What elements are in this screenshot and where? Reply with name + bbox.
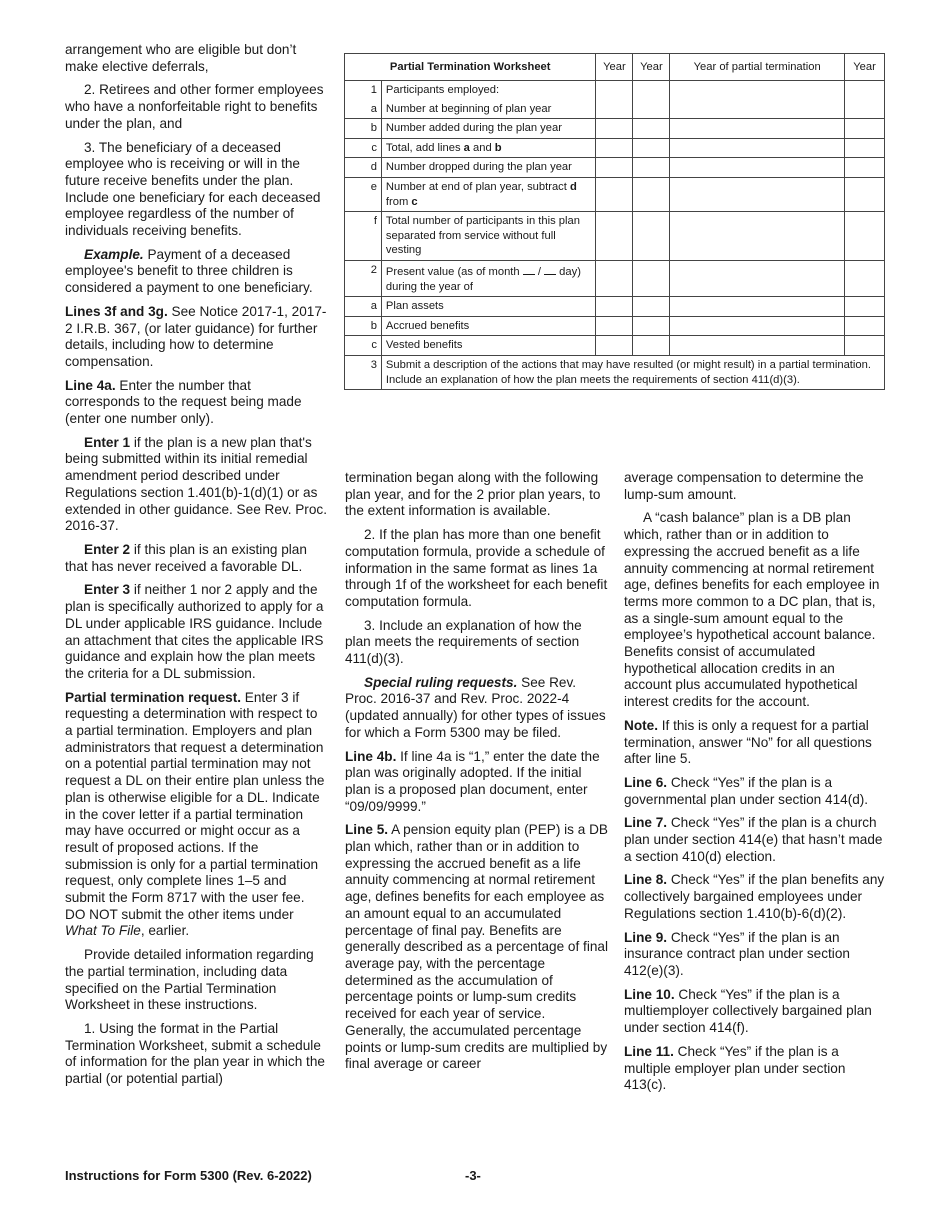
row-label: Accrued benefits [381,316,596,336]
column-header: Year [633,54,670,81]
table-cell [670,177,845,211]
lines-3f-3g-paragraph [65,304,327,371]
table-row [345,260,885,296]
row-number: a [345,100,382,119]
list-item: 2. Retirees and other former employees who have a nonforfeitable right to benefits under the plan, and [65,82,324,131]
table-cell [844,212,884,261]
table-row [345,336,885,356]
table-cell [844,336,884,356]
line-4a-heading: Line 4a. [65,377,116,393]
line-5-text: A pension equity plan (PEP) is a DB plan which, rather than or in addition to expressing the accrued benefit as a life annuity commencing at normal retirement age, defines benefits for each employee as an amount equal to an accumulated percentage of final pay. Benefits are generally described as a percentage of final average pay, with the percentage determined as the accumulation of percentage points or lump-sum credits received for each year of service. Generally, the accumulated percentage points or lump-sum credits are multiplied by final average or career [345,822,608,1072]
row-label [381,177,596,211]
special-ruling-paragraph [345,675,608,742]
row-number: c [345,336,382,356]
table-row [345,316,885,336]
line-ref: d [570,180,577,193]
table-cell [844,81,884,119]
table-cell [633,336,670,356]
table-cell [633,297,670,317]
list-item: 3. Include an explanation of how the plan meets the requirements of section 411(d)(3). [345,617,582,667]
line-ref: c [411,195,418,208]
line-8-paragraph [624,872,886,922]
row-label: Plan assets [381,297,596,317]
table-cell [633,177,670,211]
line-9-paragraph [624,930,886,980]
partial-termination-text: Enter 3 if requesting a determination with respect to a partial termination. Employers and plan administrators that request a determination on a potential partial termination may not request a DL on their entire plan unless the plan is otherwise eligible for a DL. Indicate in the cover letter if a partial termination may have occurred or might occur as a result of proposed actions. If the submission is only for a partial termination request, only complete lines 1–5 and submit the Form 8717 with the user fee. DO NOT submit the other items under [65,689,325,922]
line-11-paragraph [624,1044,886,1094]
table-cell [596,138,633,158]
row-label: Participants employed: [381,81,596,100]
row-label: Vested benefits [381,336,596,356]
table-row [345,177,885,211]
row-number: e [345,177,382,211]
table-row [345,119,885,139]
line-11-text: Check “Yes” if the plan is a multiple employer plan under section 413(c). [624,1043,846,1093]
enter-1-paragraph [65,435,327,535]
table-cell [596,297,633,317]
table-cell [670,138,845,158]
line-4a-paragraph [65,378,327,428]
line-7-paragraph [624,815,886,865]
row-number: a [345,297,382,317]
table-cell [844,316,884,336]
line-10-heading: Line 10. [624,986,675,1002]
line-5-paragraph [345,822,608,1073]
table-row [345,212,885,261]
footer-form-title: Instructions for Form 5300 (Rev. 6-2022) [65,1168,312,1183]
table-cell [633,212,670,261]
row-label: Submit a description of the actions that may have resulted (or might result) in a partial termination. Include an explanation of how the plan meets the requirements of section 411(d)(3). [381,355,884,389]
label-text: and [469,141,495,154]
blank-line [544,263,556,275]
table-row [345,355,885,389]
row-number: 1 [345,81,382,100]
row-label: Total number of participants in this plan separated from service without full vesting [381,212,596,261]
line-7-text: Check “Yes” if the plan is a church plan under section 414(e) that hasn’t made a section 410(d) election. [624,815,883,864]
row-label: Number dropped during the plan year [381,158,596,178]
table-cell [844,260,884,296]
worksheet-header-row [345,54,885,81]
partial-termination-paragraph [65,690,327,941]
column-middle [345,470,608,1080]
row-number: c [345,138,382,158]
enter-2-heading: Enter 2 [84,541,131,557]
line-4b-paragraph [345,749,608,816]
enter-3-heading: Enter 3 [84,582,131,598]
special-ruling-heading: Special ruling requests. [364,674,518,690]
note-heading: Note. [624,717,658,733]
line-9-text: Check “Yes” if the plan is an insurance contract plan under section 412(e)(3). [624,929,850,978]
lines-3f-heading: Lines 3f and 3g. [65,303,168,319]
line-10-text: Check “Yes” if the plan is a multiemployer collectively bargained plan under section 414(f). [624,986,872,1036]
table-cell [596,119,633,139]
label-text: during the year of [385,280,473,293]
enter-3-paragraph [65,582,327,682]
list-item: 2. If the plan has more than one benefit computation formula, provide a schedule of information in the same format as lines 1a through 1f of the worksheet for each benefit computation formula. [345,527,608,609]
paragraph: Provide detailed information regarding the partial termination, including data specified on the Partial Termination Worksheet in these instructions. [65,947,314,1013]
list-item: 1. Using the format in the Partial Termination Worksheet, submit a schedule of information for the plan year in which the partial (or potential partial) [65,1020,325,1087]
label-text: Present value (as of month [385,265,523,278]
column-header: Year [844,54,884,81]
line-4b-text: If line 4a is “1,” enter the date the plan was originally adopted. If the initial plan is a proposed plan document, enter “09/09/9999.” [345,748,600,814]
table-cell [844,119,884,139]
row-label: Number added during the plan year [381,119,596,139]
table-cell [596,177,633,211]
label-text: / [534,265,545,278]
paragraph: A “cash balance” plan is a DB plan which, rather than or in addition to expressing the accrued benefit as a life annuity commencing at normal retirement age, defines benefits for each employee in terms more common to a DC plan, that is, as a single-sum amount equal to the employee’s hypothetical account balance. Benefits consist of accumulated hypothetical allocation credits in an account plus accumulated hypothetical interest credits for the account. [624,510,880,710]
column-header: Year [596,54,633,81]
enter-3-text: if neither 1 nor 2 apply and the plan is specifically authorized to apply for a DL under applicable IRS guidance. Include an attachment that cites the applicable IRS guidance and explain how the plan meets the criteria for a DL submission. [65,582,324,681]
line-ref: a [463,141,470,154]
line-9-heading: Line 9. [624,929,668,945]
table-cell [844,177,884,211]
table-cell [596,212,633,261]
line-6-heading: Line 6. [624,774,668,790]
table-cell [633,316,670,336]
paragraph: arrangement who are eligible but don’t make elective deferrals, [65,42,297,74]
table-cell [633,138,670,158]
column-header: Year of partial termination [670,54,845,81]
table-cell [844,297,884,317]
line-8-text: Check “Yes” if the plan benefits any collectively bargained employees under Regulations section 1.410(b)-6(d)(2). [624,872,885,921]
table-cell [596,81,633,119]
row-number: b [345,119,382,139]
table-cell [670,119,845,139]
column-right [624,470,886,1101]
table-cell [670,260,845,296]
table-cell [670,81,845,119]
column-left [65,42,327,1095]
line-4b-heading: Line 4b. [345,748,397,764]
table-cell [596,260,633,296]
row-number: d [345,158,382,178]
row-label [381,260,596,296]
row-label [381,138,596,158]
what-to-file-ref: What To File [65,923,141,939]
label-text: day) [556,265,581,278]
note-paragraph [624,718,886,768]
line-8-heading: Line 8. [624,872,668,888]
table-cell [844,158,884,178]
table-row [345,158,885,178]
page-number: -3- [465,1168,481,1183]
table-cell [633,119,670,139]
table-cell [633,158,670,178]
label-text: Total, add lines [385,141,464,154]
line-5-heading: Line 5. [345,822,389,838]
note-text: If this is only a request for a partial termination, answer “No” for all questions after line 5. [624,717,872,767]
table-row [345,297,885,317]
line-10-paragraph [624,987,886,1037]
blank-line [523,263,535,275]
special-ruling-text: See Rev. Proc. 2016-37 and Rev. Proc. 2022-4 (updated annually) for other types of issues for which a Form 5300 may be filed. [345,674,606,740]
row-number: f [345,212,382,261]
example-heading: Example. [84,246,144,262]
table-cell [670,336,845,356]
table-cell [670,212,845,261]
partial-termination-end: , earlier. [140,923,190,939]
line-ref: b [494,141,502,154]
label-text: from [385,195,412,208]
enter-2-text: if this plan is an existing plan that has never received a favorable DL. [65,541,307,574]
table-cell [670,297,845,317]
table-row [345,81,885,100]
line-6-text: Check “Yes” if the plan is a governmental plan under section 414(d). [624,774,869,807]
line-4a-text: Enter the number that corresponds to the request being made (enter one number only). [65,377,302,427]
table-cell [670,158,845,178]
table-cell [633,260,670,296]
example-paragraph [65,247,327,297]
table-cell [596,316,633,336]
row-number: 2 [345,260,382,296]
paragraph: termination began along with the following plan year, and for the 2 prior plan years, to the extent information is available. [345,470,601,519]
table-cell [596,158,633,178]
line-6-paragraph [624,775,886,808]
partial-termination-heading: Partial termination request. [65,689,242,705]
label-text: Number at end of plan year, subtract [385,180,570,193]
table-row [345,138,885,158]
list-item: 3. The beneficiary of a deceased employee who is receiving or will in the future receive benefits under the plan. Include one beneficiary for each deceased employee regardless of the number of individuals receiving benefits. [65,139,321,239]
row-number: 3 [345,355,382,389]
row-number: b [345,316,382,336]
enter-1-heading: Enter 1 [84,434,131,450]
example-text: Payment of a deceased employee's benefit to three children is considered a payment to one beneficiary. [65,246,313,296]
table-cell [844,138,884,158]
worksheet-title: Partial Termination Worksheet [345,54,596,81]
table-cell [670,316,845,336]
partial-termination-worksheet [344,53,885,390]
enter-2-paragraph [65,542,327,575]
table-cell [596,336,633,356]
enter-1-text: if the plan is a new plan that's being submitted within its initial remedial amendment period described under Regulations section 1.401(b)-1(d)(1) or as extended in other guidance. See Rev. Proc. 2016-37. [65,434,327,534]
row-label: Number at beginning of plan year [381,100,596,119]
line-7-heading: Line 7. [624,815,668,831]
paragraph: average compensation to determine the lump-sum amount. [624,470,864,502]
lines-3f-text: See Notice 2017-1, 2017-2 I.R.B. 367, (or later guidance) for further details, including how to determine compensation. [65,303,327,369]
line-11-heading: Line 11. [624,1043,674,1059]
table-cell [633,81,670,119]
